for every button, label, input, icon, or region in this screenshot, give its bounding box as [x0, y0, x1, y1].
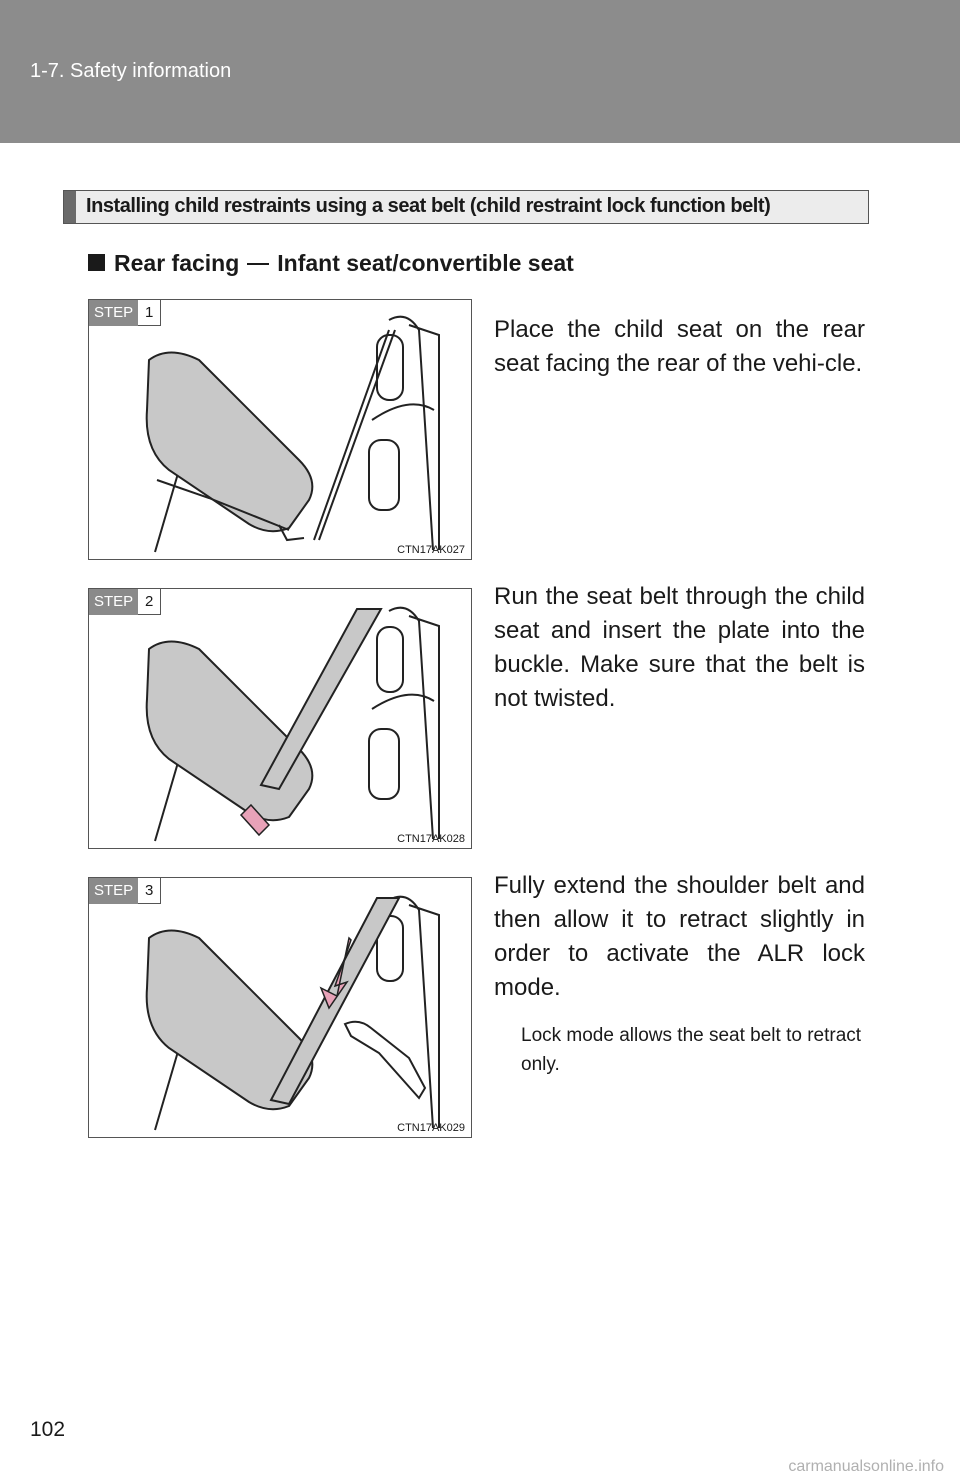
step-number: 1	[138, 300, 161, 326]
step-3-text: Fully extend the shoulder belt and then allow it to retract slightly in order to activate the ALR lock mode.	[494, 872, 865, 1001]
step-3-figure	[88, 877, 472, 1138]
step-3-badge	[89, 878, 161, 904]
child-seat-illustration-2	[89, 589, 472, 849]
child-seat-illustration-3	[89, 878, 472, 1138]
subheading-right: Infant seat/convertible seat	[277, 250, 574, 276]
dash-icon	[247, 263, 269, 265]
page-header	[0, 0, 960, 143]
child-seat-illustration-1	[89, 300, 472, 560]
section-title-box	[63, 190, 869, 224]
page-number: 102	[30, 1418, 66, 1441]
subheading-left: Rear facing	[114, 250, 240, 276]
figure-code: CTN17AK027	[397, 544, 465, 556]
subheading	[88, 250, 574, 277]
step-label: STEP	[89, 300, 138, 326]
step-1-text: Place the child seat on the rear seat facing the rear of the vehi-cle.	[494, 316, 865, 377]
step-2-badge	[89, 589, 161, 615]
step-2-text: Run the seat belt through the child seat and insert the plate into the buckle. Make sure that the belt is not twisted.	[494, 583, 865, 712]
watermark: carmanualsonline.info	[788, 1458, 944, 1475]
header-section-title: 1-7. Safety information	[30, 60, 232, 82]
figure-code: CTN17AK028	[397, 833, 465, 845]
square-bullet-icon	[88, 254, 105, 271]
step-number: 2	[138, 589, 161, 615]
step-1-figure	[88, 299, 472, 560]
section-title-bar	[64, 191, 76, 223]
section-title: Installing child restraints using a seat belt (child restraint lock function belt)	[86, 195, 771, 217]
step-3-note: Lock mode allows the seat belt to retract only.	[521, 1025, 862, 1075]
figure-code: CTN17AK029	[397, 1122, 465, 1134]
step-number: 3	[138, 878, 161, 904]
step-1-badge	[89, 300, 161, 326]
step-2-figure	[88, 588, 472, 849]
step-label: STEP	[89, 589, 138, 615]
step-label: STEP	[89, 878, 138, 904]
